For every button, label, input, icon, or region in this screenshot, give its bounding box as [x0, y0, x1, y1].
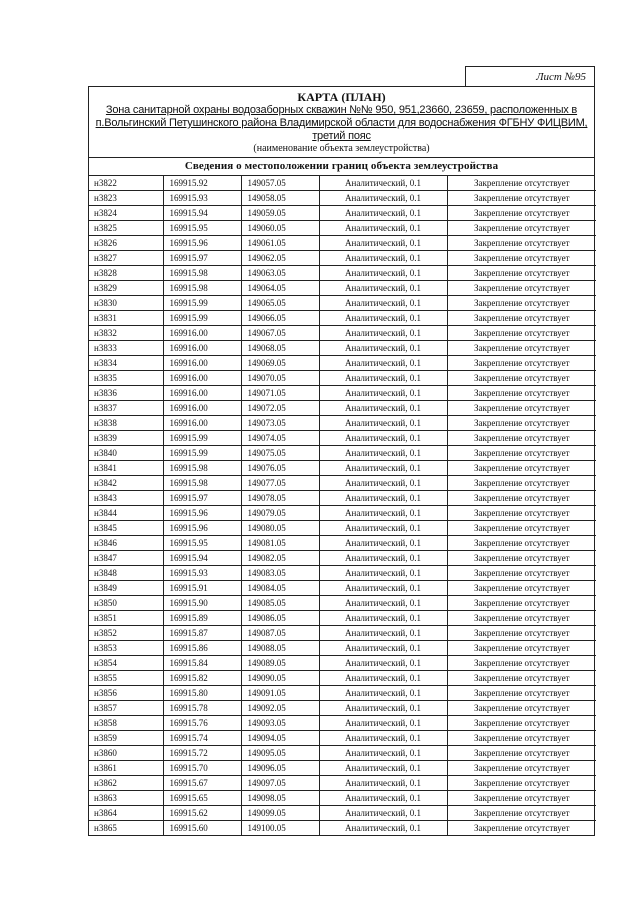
x-coordinate-cell: 169915.93 [163, 191, 241, 206]
x-coordinate-cell: 169916.00 [163, 416, 241, 431]
table-row [89, 221, 596, 236]
y-coordinate-cell: 149060.05 [241, 221, 319, 236]
fixing-description-cell: Закрепление отсутствует [447, 281, 596, 296]
x-coordinate-cell: 169915.94 [163, 551, 241, 566]
point-id-cell: н3860 [89, 746, 163, 761]
point-id-cell: н3862 [89, 776, 163, 791]
fixing-description-cell: Закрепление отсутствует [447, 626, 596, 641]
method-accuracy-cell: Аналитический, 0.1 [319, 776, 447, 791]
method-accuracy-cell: Аналитический, 0.1 [319, 236, 447, 251]
fixing-description-cell: Закрепление отсутствует [447, 806, 596, 821]
table-row [89, 266, 596, 281]
fixing-description-cell: Закрепление отсутствует [447, 356, 596, 371]
point-id-cell: н3856 [89, 686, 163, 701]
x-coordinate-cell: 169915.91 [163, 581, 241, 596]
y-coordinate-cell: 149097.05 [241, 776, 319, 791]
x-coordinate-cell: 169915.74 [163, 731, 241, 746]
fixing-description-cell: Закрепление отсутствует [447, 566, 596, 581]
x-coordinate-cell: 169915.78 [163, 701, 241, 716]
y-coordinate-cell: 149098.05 [241, 791, 319, 806]
point-id-cell: н3826 [89, 236, 163, 251]
fixing-description-cell: Закрепление отсутствует [447, 551, 596, 566]
method-accuracy-cell: Аналитический, 0.1 [319, 506, 447, 521]
x-coordinate-cell: 169916.00 [163, 401, 241, 416]
table-row [89, 686, 596, 701]
map-title: КАРТА (ПЛАН) [297, 90, 386, 104]
fixing-description-cell: Закрепление отсутствует [447, 671, 596, 686]
x-coordinate-cell: 169916.00 [163, 356, 241, 371]
table-row [89, 251, 596, 266]
coordinates-table [89, 176, 596, 835]
sheet-number: Лист №95 [465, 66, 595, 86]
method-accuracy-cell: Аналитический, 0.1 [319, 266, 447, 281]
table-row [89, 581, 596, 596]
fixing-description-cell: Закрепление отсутствует [447, 491, 596, 506]
x-coordinate-cell: 169915.60 [163, 821, 241, 836]
method-accuracy-cell: Аналитический, 0.1 [319, 206, 447, 221]
method-accuracy-cell: Аналитический, 0.1 [319, 671, 447, 686]
fixing-description-cell: Закрепление отсутствует [447, 401, 596, 416]
y-coordinate-cell: 149067.05 [241, 326, 319, 341]
point-id-cell: н3851 [89, 611, 163, 626]
table-row [89, 761, 596, 776]
fixing-description-cell: Закрепление отсутствует [473, 823, 570, 833]
table-row [89, 281, 596, 296]
y-coordinate-cell: 149070.05 [241, 371, 319, 386]
y-coordinate-cell: 149074.05 [241, 431, 319, 446]
method-accuracy-cell: Аналитический, 0.1 [319, 806, 447, 821]
y-coordinate-cell: 149082.05 [241, 551, 319, 566]
y-coordinate-cell: 149059.05 [241, 206, 319, 221]
x-coordinate-cell: 169916.00 [163, 386, 241, 401]
fixing-description-cell: Закрепление отсутствует [447, 266, 596, 281]
method-accuracy-cell: Аналитический, 0.1 [319, 746, 447, 761]
table-row [89, 191, 596, 206]
y-coordinate-cell: 149092.05 [241, 701, 319, 716]
point-id-cell: н3832 [89, 326, 163, 341]
method-accuracy-cell: Аналитический, 0.1 [319, 356, 447, 371]
fixing-description-cell: Закрепление отсутствует [447, 506, 596, 521]
fixing-description-cell: Закрепление отсутствует [447, 686, 596, 701]
method-accuracy-cell: Аналитический, 0.1 [319, 416, 447, 431]
x-coordinate-cell: 169915.99 [163, 446, 241, 461]
table-row [89, 296, 596, 311]
x-coordinate-cell: 169916.00 [163, 341, 241, 356]
fixing-description-cell: Закрепление отсутствует [447, 656, 596, 671]
y-coordinate-cell: 149068.05 [241, 341, 319, 356]
point-id-cell: н3858 [89, 716, 163, 731]
object-name-line-1: Зона санитарной охраны водозаборных скважин №№ 950, 951,23660, 23659, расположенных в [105, 104, 578, 116]
table-row [89, 461, 596, 476]
y-coordinate-cell: 149083.05 [241, 566, 319, 581]
fixing-description-cell: Закрепление отсутствует [447, 731, 596, 746]
x-coordinate-cell: 169915.82 [163, 671, 241, 686]
table-row [89, 596, 596, 611]
point-id-cell: н3864 [89, 806, 163, 821]
fixing-description-cell: Закрепление отсутствует [447, 776, 596, 791]
point-id-cell: н3857 [89, 701, 163, 716]
point-id-cell: н3859 [89, 731, 163, 746]
x-coordinate-cell: 169915.67 [163, 776, 241, 791]
table-row [89, 701, 596, 716]
y-coordinate-cell: 149077.05 [241, 476, 319, 491]
fixing-description-cell: Закрепление отсутствует [447, 791, 596, 806]
point-id-cell: н3827 [89, 251, 163, 266]
x-coordinate-cell: 169915.92 [163, 176, 241, 191]
method-accuracy-cell: Аналитический, 0.1 [319, 716, 447, 731]
table-row [89, 386, 596, 401]
x-coordinate-cell: 169915.96 [163, 236, 241, 251]
x-coordinate-cell: 169915.90 [163, 596, 241, 611]
point-id-cell: н3854 [89, 656, 163, 671]
y-coordinate-cell: 149069.05 [241, 356, 319, 371]
x-coordinate-cell: 169915.70 [163, 761, 241, 776]
method-accuracy-cell: Аналитический, 0.1 [319, 521, 447, 536]
x-coordinate-cell: 169915.89 [163, 611, 241, 626]
x-coordinate-cell: 169916.00 [163, 371, 241, 386]
y-coordinate-cell: 149091.05 [241, 686, 319, 701]
point-id-cell: н3829 [89, 281, 163, 296]
point-id-cell: н3828 [89, 266, 163, 281]
point-id-cell: н3848 [89, 566, 163, 581]
y-coordinate-cell: 149096.05 [241, 761, 319, 776]
y-coordinate-cell: 149063.05 [241, 266, 319, 281]
fixing-description-cell: Закрепление отсутствует [447, 521, 596, 536]
x-coordinate-cell: 169915.87 [163, 626, 241, 641]
x-coordinate-cell: 169915.62 [163, 806, 241, 821]
fixing-description-cell: Закрепление отсутствует [447, 416, 596, 431]
method-accuracy-cell: Аналитический, 0.1 [319, 371, 447, 386]
point-id-cell: н3849 [89, 581, 163, 596]
y-coordinate-cell: 149100.05 [241, 821, 319, 836]
y-coordinate-cell: 149066.05 [241, 311, 319, 326]
fixing-description-cell: Закрепление отсутствует [447, 251, 596, 266]
table-row [89, 536, 596, 551]
table-row [89, 551, 596, 566]
table-row [89, 791, 596, 806]
fixing-description-cell: Закрепление отсутствует [447, 191, 596, 206]
method-accuracy-cell: Аналитический, 0.1 [319, 311, 447, 326]
y-coordinate-cell: 149073.05 [241, 416, 319, 431]
y-coordinate-cell: 149087.05 [241, 626, 319, 641]
x-coordinate-cell: 169915.86 [163, 641, 241, 656]
table-row [89, 176, 596, 191]
x-coordinate-cell: 169915.96 [163, 521, 241, 536]
fixing-description-cell: Закрепление отсутствует [447, 461, 596, 476]
point-id-cell: н3850 [89, 596, 163, 611]
point-id-cell: н3840 [89, 446, 163, 461]
y-coordinate-cell: 149089.05 [241, 656, 319, 671]
table-row [89, 611, 596, 626]
point-id-cell: н3822 [89, 176, 163, 191]
point-id-cell: н3835 [89, 371, 163, 386]
method-accuracy-cell: Аналитический, 0.1 [319, 626, 447, 641]
x-coordinate-cell: 169915.96 [163, 506, 241, 521]
table-row [89, 236, 596, 251]
section-title: Сведения о местоположении границ объекта землеустройства [89, 158, 594, 176]
method-accuracy-cell: Аналитический, 0.1 [319, 596, 447, 611]
y-coordinate-cell: 149090.05 [241, 671, 319, 686]
method-accuracy-cell: Аналитический, 0.1 [319, 761, 447, 776]
y-coordinate-cell: 149085.05 [241, 596, 319, 611]
method-accuracy-cell: Аналитический, 0.1 [319, 791, 447, 806]
table-row [89, 656, 596, 671]
table-row [89, 671, 596, 686]
x-coordinate-cell: 169915.99 [163, 311, 241, 326]
coordinates-table-body [89, 176, 596, 835]
x-coordinate-cell: 169915.97 [163, 251, 241, 266]
table-row [89, 731, 596, 746]
point-id-cell: н3833 [89, 341, 163, 356]
table-row [89, 446, 596, 461]
fixing-description-cell: Закрепление отсутствует [447, 596, 596, 611]
fixing-description-cell: Закрепление отсутствует [447, 221, 596, 236]
y-coordinate-cell: 149099.05 [241, 806, 319, 821]
x-coordinate-cell: 169915.98 [163, 281, 241, 296]
method-accuracy-cell: Аналитический, 0.1 [319, 701, 447, 716]
point-id-cell: н3843 [89, 491, 163, 506]
method-accuracy-cell: Аналитический, 0.1 [319, 821, 447, 836]
point-id-cell: н3863 [89, 791, 163, 806]
x-coordinate-cell: 169915.98 [163, 461, 241, 476]
table-row [89, 746, 596, 761]
y-coordinate-cell: 149095.05 [241, 746, 319, 761]
fixing-description-cell: Закрепление отсутствует [447, 341, 596, 356]
y-coordinate-cell: 149079.05 [241, 506, 319, 521]
method-accuracy-cell: Аналитический, 0.1 [319, 341, 447, 356]
table-row [89, 356, 596, 371]
y-coordinate-cell: 149080.05 [241, 521, 319, 536]
y-coordinate-cell: 149094.05 [241, 731, 319, 746]
x-coordinate-cell: 169915.76 [163, 716, 241, 731]
point-id-cell: н3847 [89, 551, 163, 566]
table-row [89, 626, 596, 641]
method-accuracy-cell: Аналитический, 0.1 [319, 431, 447, 446]
fixing-description-cell: Закрепление отсутствует [447, 176, 596, 191]
table-row [89, 371, 596, 386]
method-accuracy-cell: Аналитический, 0.1 [319, 566, 447, 581]
method-accuracy-cell: Аналитический, 0.1 [319, 446, 447, 461]
x-coordinate-cell: 169915.80 [163, 686, 241, 701]
point-id-cell: н3852 [89, 626, 163, 641]
method-accuracy-cell: Аналитический, 0.1 [319, 281, 447, 296]
table-row [89, 506, 596, 521]
table-row [89, 206, 596, 221]
fixing-description-cell: Закрепление отсутствует [447, 611, 596, 626]
table-row [89, 521, 596, 536]
method-accuracy-cell: Аналитический, 0.1 [319, 641, 447, 656]
method-accuracy-cell: Аналитический, 0.1 [319, 581, 447, 596]
fixing-description-cell: Закрепление отсутствует [447, 446, 596, 461]
table-row [89, 806, 596, 821]
table-row [89, 716, 596, 731]
fixing-description-cell: Закрепление отсутствует [447, 311, 596, 326]
fixing-description-cell: Закрепление отсутствует [447, 581, 596, 596]
point-id-cell: н3836 [89, 386, 163, 401]
point-id-cell: н3865 [89, 821, 163, 836]
y-coordinate-cell: 149072.05 [241, 401, 319, 416]
point-id-cell: н3841 [89, 461, 163, 476]
point-id-cell: н3837 [89, 401, 163, 416]
x-coordinate-cell: 169915.95 [163, 221, 241, 236]
point-id-cell: н3839 [89, 431, 163, 446]
method-accuracy-cell: Аналитический, 0.1 [319, 536, 447, 551]
y-coordinate-cell: 149093.05 [241, 716, 319, 731]
method-accuracy-cell: Аналитический, 0.1 [319, 551, 447, 566]
x-coordinate-cell: 169915.97 [163, 491, 241, 506]
fixing-description-cell: Закрепление отсутствует [447, 326, 596, 341]
y-coordinate-cell: 149065.05 [241, 296, 319, 311]
y-coordinate-cell: 149076.05 [241, 461, 319, 476]
table-row [89, 341, 596, 356]
y-coordinate-cell: 149058.05 [241, 191, 319, 206]
table-row [89, 641, 596, 656]
point-id-cell: н3845 [89, 521, 163, 536]
x-coordinate-cell: 169915.98 [163, 476, 241, 491]
fixing-description-cell: Закрепление отсутствует [447, 431, 596, 446]
point-id-cell: н3842 [89, 476, 163, 491]
point-id-cell: н3846 [89, 536, 163, 551]
fixing-description-cell: Закрепление отсутствует [447, 476, 596, 491]
y-coordinate-cell: 149081.05 [241, 536, 319, 551]
point-id-cell: н3844 [89, 506, 163, 521]
table-row [89, 401, 596, 416]
method-accuracy-cell: Аналитический, 0.1 [319, 176, 447, 191]
method-accuracy-cell: Аналитический, 0.1 [319, 656, 447, 671]
x-coordinate-cell: 169915.65 [163, 791, 241, 806]
fixing-description-cell: Закрепление отсутствует [447, 206, 596, 221]
table-row [89, 491, 596, 506]
object-caption: (наименование объекта землеустройства) [253, 143, 430, 154]
fixing-description-cell: Закрепление отсутствует [447, 386, 596, 401]
fixing-description-cell: Закрепление отсутствует [447, 236, 596, 251]
point-id-cell: н3838 [89, 416, 163, 431]
method-accuracy-cell: Аналитический, 0.1 [319, 731, 447, 746]
y-coordinate-cell: 149078.05 [241, 491, 319, 506]
table-row [89, 431, 596, 446]
method-accuracy-cell: Аналитический, 0.1 [319, 401, 447, 416]
y-coordinate-cell: 149075.05 [241, 446, 319, 461]
y-coordinate-cell: 149057.05 [241, 176, 319, 191]
method-accuracy-cell: Аналитический, 0.1 [319, 191, 447, 206]
x-coordinate-cell: 169915.98 [163, 266, 241, 281]
fixing-description-cell: Закрепление отсутствует [447, 296, 596, 311]
table-row [89, 416, 596, 431]
point-id-cell: н3823 [89, 191, 163, 206]
table-row [89, 476, 596, 491]
fixing-description-cell: Закрепление отсутствует [447, 641, 596, 656]
y-coordinate-cell: 149062.05 [241, 251, 319, 266]
method-accuracy-cell: Аналитический, 0.1 [319, 251, 447, 266]
table-row [89, 326, 596, 341]
y-coordinate-cell: 149086.05 [241, 611, 319, 626]
y-coordinate-cell: 149071.05 [241, 386, 319, 401]
method-accuracy-cell: Аналитический, 0.1 [319, 491, 447, 506]
method-accuracy-cell: Аналитический, 0.1 [319, 386, 447, 401]
point-id-cell: н3834 [89, 356, 163, 371]
fixing-description-cell: Закрепление отсутствует [447, 761, 596, 776]
point-id-cell: н3825 [89, 221, 163, 236]
table-row [89, 311, 596, 326]
x-coordinate-cell: 169915.99 [163, 296, 241, 311]
method-accuracy-cell: Аналитический, 0.1 [319, 326, 447, 341]
object-name-line-2: п.Вольгинский Петушинского района Владимирской области для водоснабжения ФГБНУ ФИЦВИМ, [95, 117, 588, 129]
x-coordinate-cell: 169915.95 [163, 536, 241, 551]
method-accuracy-cell: Аналитический, 0.1 [319, 296, 447, 311]
point-id-cell: н3853 [89, 641, 163, 656]
document-header [89, 87, 594, 158]
fixing-description-cell: Закрепление отсутствует [447, 716, 596, 731]
fixing-description-cell: Закрепление отсутствует [447, 746, 596, 761]
x-coordinate-cell: 169916.00 [163, 326, 241, 341]
point-id-cell: н3824 [89, 206, 163, 221]
y-coordinate-cell: 149084.05 [241, 581, 319, 596]
x-coordinate-cell: 169915.72 [163, 746, 241, 761]
y-coordinate-cell: 149088.05 [241, 641, 319, 656]
x-coordinate-cell: 169915.99 [163, 431, 241, 446]
x-coordinate-cell: 169915.84 [163, 656, 241, 671]
method-accuracy-cell: Аналитический, 0.1 [319, 476, 447, 491]
point-id-cell: н3861 [89, 761, 163, 776]
document-frame [88, 86, 595, 836]
fixing-description-cell: Закрепление отсутствует [447, 536, 596, 551]
fixing-description-cell: Закрепление отсутствует [447, 701, 596, 716]
method-accuracy-cell: Аналитический, 0.1 [319, 221, 447, 236]
method-accuracy-cell: Аналитический, 0.1 [319, 611, 447, 626]
table-row [89, 776, 596, 791]
point-id-cell: н3855 [89, 671, 163, 686]
method-accuracy-cell: Аналитический, 0.1 [319, 461, 447, 476]
x-coordinate-cell: 169915.93 [163, 566, 241, 581]
object-name-line-3: третий пояс [312, 130, 371, 142]
fixing-description-cell: Закрепление отсутствует [447, 371, 596, 386]
method-accuracy-cell: Аналитический, 0.1 [319, 686, 447, 701]
table-row [89, 821, 596, 836]
y-coordinate-cell: 149064.05 [241, 281, 319, 296]
table-row [89, 566, 596, 581]
point-id-cell: н3830 [89, 296, 163, 311]
point-id-cell: н3831 [89, 311, 163, 326]
x-coordinate-cell: 169915.94 [163, 206, 241, 221]
y-coordinate-cell: 149061.05 [241, 236, 319, 251]
